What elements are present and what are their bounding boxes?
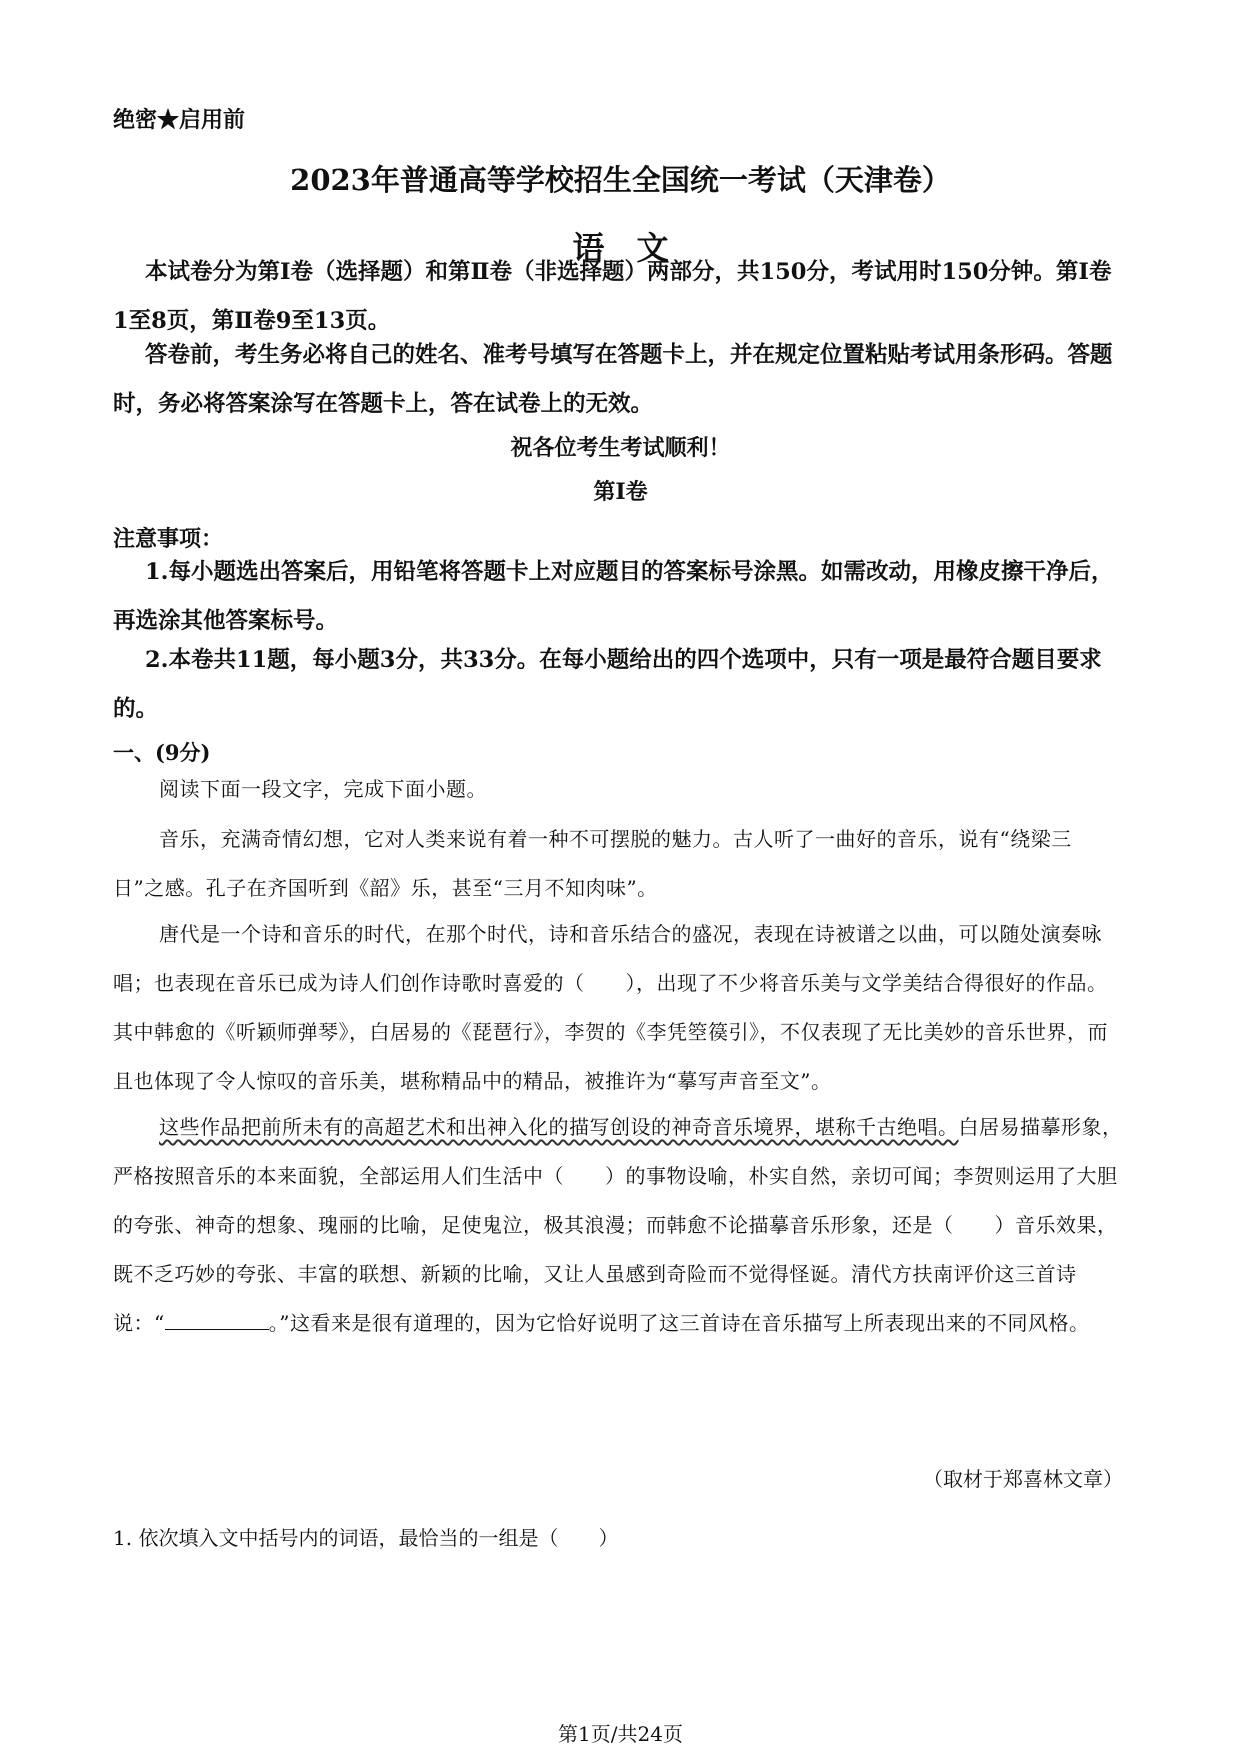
source-note: （取材于郑喜林文章）	[923, 1467, 1123, 1491]
instruction-paragraph-2	[113, 331, 1123, 429]
page-number: 第1页/共24页	[558, 1722, 683, 1746]
instruction-text-2: 答卷前，考生务必将自己的姓名、准考号填写在答题卡上，并在规定位置粘贴考试用条形码。答题时，务必将答案涂写在答题卡上，答在试卷上的无效。	[113, 342, 1113, 417]
passage-paragraph-1	[113, 815, 1123, 913]
note-item-2	[113, 636, 1123, 734]
reading-intro-text: 阅读下面一段文字，完成下面小题。	[159, 777, 487, 801]
exam-title: 2023年普通高等学校招生全国统一考试（天津卷）	[290, 163, 951, 197]
passage-paragraph-3-end: 。”这看来是很有道理的，因为它恰好说明了这三首诗在音乐描写上所表现出来的不同风格。	[268, 1311, 1090, 1335]
note-item-1	[113, 548, 1123, 646]
note-item-2-text: 2.本卷共11题，每小题3分，共33分。在每小题给出的四个选项中，只有一项是最符合题目要求的。	[113, 647, 1102, 722]
subject-title: 语 文	[572, 229, 669, 267]
secret-mark: 绝密★启用前	[113, 107, 246, 133]
instruction-text-1: 本试卷分为第Ⅰ卷（选择题）和第Ⅱ卷（非选择题）两部分，共150分，考试用时150分钟。第Ⅰ卷1至8页，第Ⅱ卷9至13页。	[113, 259, 1112, 334]
passage-paragraph-2	[113, 910, 1123, 1106]
fill-in-blank	[165, 1309, 269, 1330]
notes-heading: 注意事项：	[113, 526, 224, 552]
reading-intro	[113, 765, 1123, 814]
passage-paragraph-1-text: 音乐，充满奇情幻想，它对人类来说有着一种不可摆脱的魅力。古人听了一曲好的音乐，说有“绕梁三日”之感。孔子在齐国听到《韶》乐，甚至“三月不知肉味”。	[113, 827, 1072, 900]
passage-paragraph-2-text: 唐代是一个诗和音乐的时代，在那个时代，诗和音乐结合的盛况，表现在诗被谱之以曲，可以随处演奏咏唱；也表现在音乐已成为诗人们创作诗歌时喜爱的（ ），出现了不少将音乐美与文学美结合得很好的作品。其中韩愈的《听颖师弹琴》，白居易的《琵琶行》，李贺的《李凭箜篌引》，不仅表现了无比美妙的音乐世界，而且也体现了令人惊叹的音乐美，堪称精品中的精品，被推许为“摹写声音至文”。	[113, 922, 1108, 1093]
question-1: 1. 依次填入文中括号内的词语，最恰当的一组是（ ）	[113, 1526, 619, 1550]
volume-title: 第Ⅰ卷	[593, 479, 648, 505]
passage-paragraph-3-text: 白居易描摹形象，严格按照音乐的本来面貌，全部运用人们生活中（ ）的事物设喻，朴实自然，亲切可闻；李贺则运用了大胆的夸张、神奇的想象、瑰丽的比喻，足使鬼泣，极其浪漫；而韩愈不论描摹音乐形象，还是（ ）音乐效果，既不乏巧妙的夸张、丰富的联想、新颖的比喻，又让人虽感到奇险而不觉得怪诞。清代方扶南评价这三首诗说：“	[113, 1115, 1123, 1335]
passage-paragraph-3	[113, 1103, 1123, 1348]
section-heading: 一、(9分)	[113, 740, 211, 765]
wish-line: 祝各位考生考试顺利！	[510, 435, 731, 461]
note-item-1-text: 1.每小题选出答案后，用铅笔将答题卡上对应题目的答案标号涂黑。如需改动，用橡皮擦干净后，再选涂其他答案标号。	[113, 559, 1114, 634]
wavy-underlined-sentence: 这些作品把前所未有的高超艺术和出神入化的描写创设的神奇音乐境界，堪称千古绝唱。	[159, 1115, 959, 1139]
